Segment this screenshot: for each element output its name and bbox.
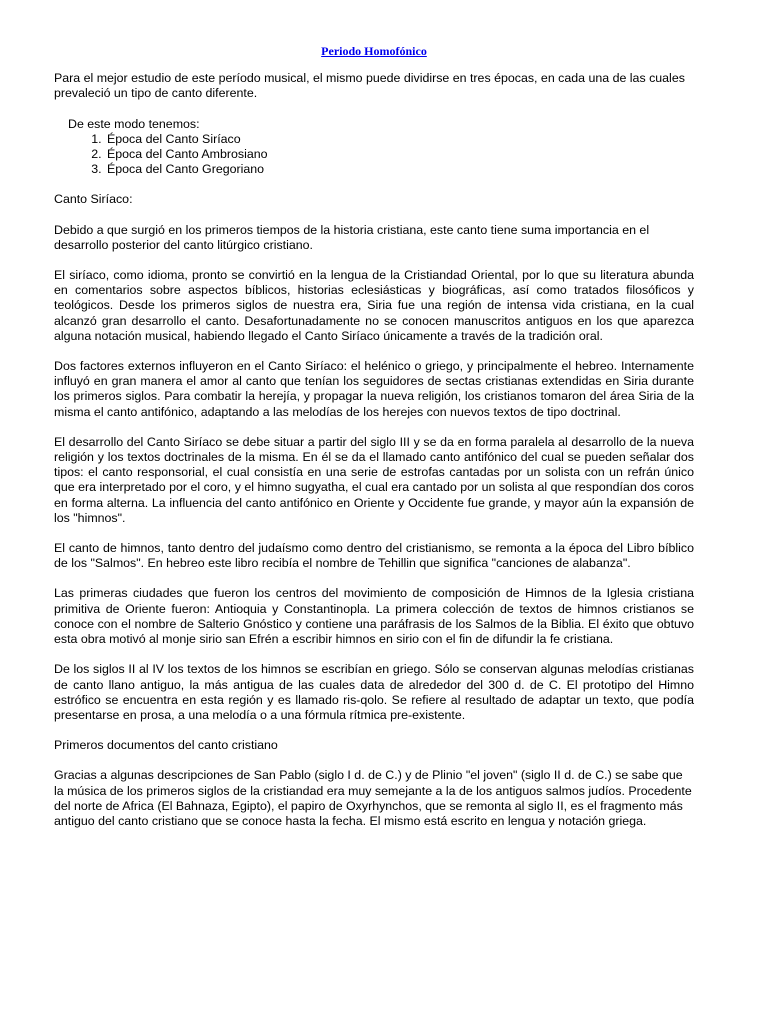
list-item: 2. Época del Canto Ambrosiano	[105, 147, 694, 162]
body-paragraph: El canto de himnos, tanto dentro del judaísmo como dentro del cristianismo, se remonta a la época del Libro bíblico de los "Salmos". En hebreo este libro recibía el nombre de Tehillin que significa "canciones de alabanza".	[54, 541, 694, 571]
body-paragraph: Debido a que surgió en los primeros tiempos de la historia cristiana, este canto tiene suma importancia en el desarrollo posterior del canto litúrgico cristiano.	[54, 222, 650, 252]
document-page	[54, 44, 694, 844]
body-paragraph: El desarrollo del Canto Siríaco se debe situar a partir del siglo III y se da en forma paralela al desarrollo de la nueva religión y los textos doctrinales de la misma. En él se da el llamado canto antifónico del cual se pueden señalar dos tipos: el canto responsorial, el cual consistía en una serie de estrofas cantadas por un solista con un refrán único que era interpretado por el coro, y el himno sugyatha, el cual era cantado por un solista al que respondían dos coros en forma alterna. La influencia del canto antifónico en Oriente y Occidente fue grande, y mayor aún la expansión de los "himnos".	[54, 434, 694, 525]
body-paragraph: Dos factores externos influyeron en el Canto Siríaco: el helénico o griego, y principalmente el hebreo. Internamente influyó en gran manera el amor al canto que tenían los seguidores de sectas cristianas extendidas en Siria durante los primeros siglos. Para combatir la herejía, y propagar la nueva religión, los cristianos tomaron del área Siria de la misma el canto antifónico, adaptando a las melodías de los herejes con nuevos textos de tipo doctrinal.	[54, 359, 694, 419]
document-title-link[interactable]: Periodo Homofónico	[321, 44, 427, 58]
body-paragraph: El siríaco, como idioma, pronto se convirtió en la lengua de la Cristiandad Oriental, por lo que su literatura abunda en comentarios sobre aspectos bíblicos, historias eclesiásticas y biográficas, así como tratados filosóficos y teológicos. Desde los primeros siglos de nuestra era, Siria fue una región de intensa vida cristiana, en la cual alcanzó gran desarrollo el canto. Desafortunadamente no se conocen manuscritos antiguos en los que aparezca alguna notación musical, habiendo llegado el Canto Siríaco únicamente a través de la tradición oral.	[54, 268, 694, 343]
epochs-list	[68, 132, 694, 178]
section-heading-canto-siriaco: Canto Siríaco:	[54, 192, 133, 207]
intro-paragraph: Para el mejor estudio de este período musical, el mismo puede dividirse en tres épocas, en cada una de las cuales prevaleció un tipo de canto diferente.	[54, 71, 685, 101]
list-item: 1. Época del Canto Siríaco	[105, 132, 694, 147]
section-heading-primeros-documentos: Primeros documentos del canto cristiano	[54, 738, 278, 753]
list-intro-text: De este modo tenemos:	[68, 116, 200, 131]
body-paragraph: Las primeras ciudades que fueron los centros del movimiento de composición de Himnos de la Iglesia cristiana primitiva de Oriente fueron: Antioquia y Constantinopla. La primera colección de textos de himnos cristianos se conoce con el nombre de Salterio Gnóstico y contiene una paráfrasis de los Salmos de la Biblia. El éxito que obtuvo esta obra motivó al monje sirio san Efrén a escribir himnos en sirio con el fin de difundir la fe cristiana.	[54, 586, 694, 647]
epochs-list-block	[68, 117, 694, 178]
list-item: 3. Época del Canto Gregoriano	[105, 162, 694, 177]
body-paragraph: Gracias a algunas descripciones de San Pablo (siglo I d. de C.) y de Plinio "el joven" (siglo II d. de C.) se sabe que la música de los primeros siglos de la cristiandad era muy semejante a la de los antiguos salmos judíos. Procedente del norte de Africa (El Bahnaza, Egipto), el papiro de Oxyrhynchos, que se remonta al siglo II, es el fragmento más antiguo del canto cristiano que se conoce hasta la fecha. El mismo está escrito en lengua y notación griega.	[54, 768, 692, 828]
body-paragraph: De los siglos II al IV los textos de los himnos se escribían en griego. Sólo se conservan algunas melodías cristianas de canto llano antiguo, la más antigua de las cuales data de alrededor del 300 d. de C. El prototipo del Himno estrófico se encuentra en esta región y es llamado ris-qolo. Se refiere al resultado de adaptar un texto, que podía presentarse en prosa, a una melodía o a una fórmula rítmica pre-existente.	[54, 662, 694, 722]
